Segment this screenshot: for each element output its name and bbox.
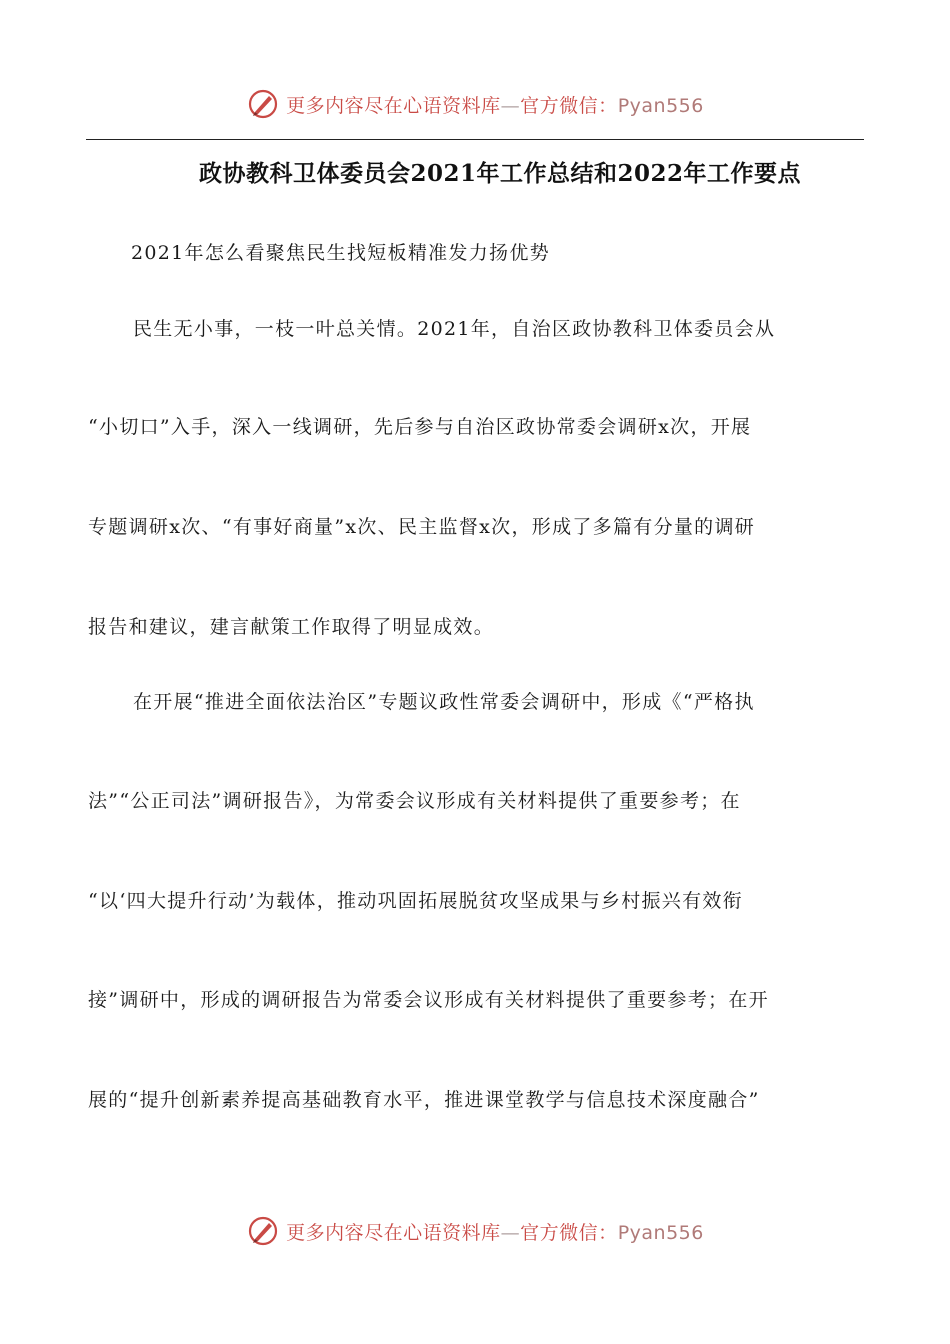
paragraph-line: “以‘四大提升行动’为载体，推动巩固拓展脱贫攻坚成果与乡村振兴有效衔 [88, 890, 743, 912]
banner-brand: 更多内容尽在心语资料库 [286, 94, 501, 117]
paragraph-line: 报告和建议，建言献策工作取得了明显成效。 [88, 616, 495, 638]
header-banner-text [286, 91, 704, 118]
document-title: 政协教科卫体委员会2021年工作总结和2022年工作要点 [198, 160, 802, 187]
banner-separator: — [500, 1221, 521, 1244]
banner-wechat-id: Pyan556 [617, 94, 704, 117]
paragraph-line: 民生无小事，一枝一叶总关情。2021年，自治区政协教科卫体委员会从 [133, 318, 776, 340]
banner-separator: — [500, 94, 521, 117]
banner-wechat-label: 官方微信： [520, 1221, 618, 1244]
banner-wechat-label: 官方微信： [520, 94, 618, 117]
banner-brand: 更多内容尽在心语资料库 [286, 1221, 501, 1244]
paragraph-line: 接”调研中，形成的调研报告为常委会议形成有关材料提供了重要参考；在开 [88, 989, 769, 1011]
paragraph-line: 展的“提升创新素养提高基础教育水平，推进课堂教学与信息技术深度融合” [88, 1089, 760, 1111]
header-divider [86, 139, 864, 140]
banner-wechat-id: Pyan556 [617, 1221, 704, 1244]
footer-banner [0, 1211, 950, 1251]
header-banner [0, 84, 950, 124]
pen-logo-icon [246, 87, 280, 121]
paragraph-line: 法”“公正司法”调研报告》，为常委会议形成有关材料提供了重要参考；在 [88, 790, 741, 812]
paragraph-line: “小切口”入手，深入一线调研，先后参与自治区政协常委会调研x次，开展 [88, 416, 752, 438]
paragraph-line: 在开展“推进全面依法治区”专题议政性常委会调研中，形成《“严格执 [133, 691, 755, 713]
paragraph-line: 专题调研x次、“有事好商量”x次、民主监督x次，形成了多篇有分量的调研 [88, 516, 756, 538]
pen-logo-icon [246, 1214, 280, 1248]
footer-banner-text [286, 1218, 704, 1245]
document-subheading: 2021年怎么看聚焦民生找短板精准发力扬优势 [131, 242, 550, 264]
